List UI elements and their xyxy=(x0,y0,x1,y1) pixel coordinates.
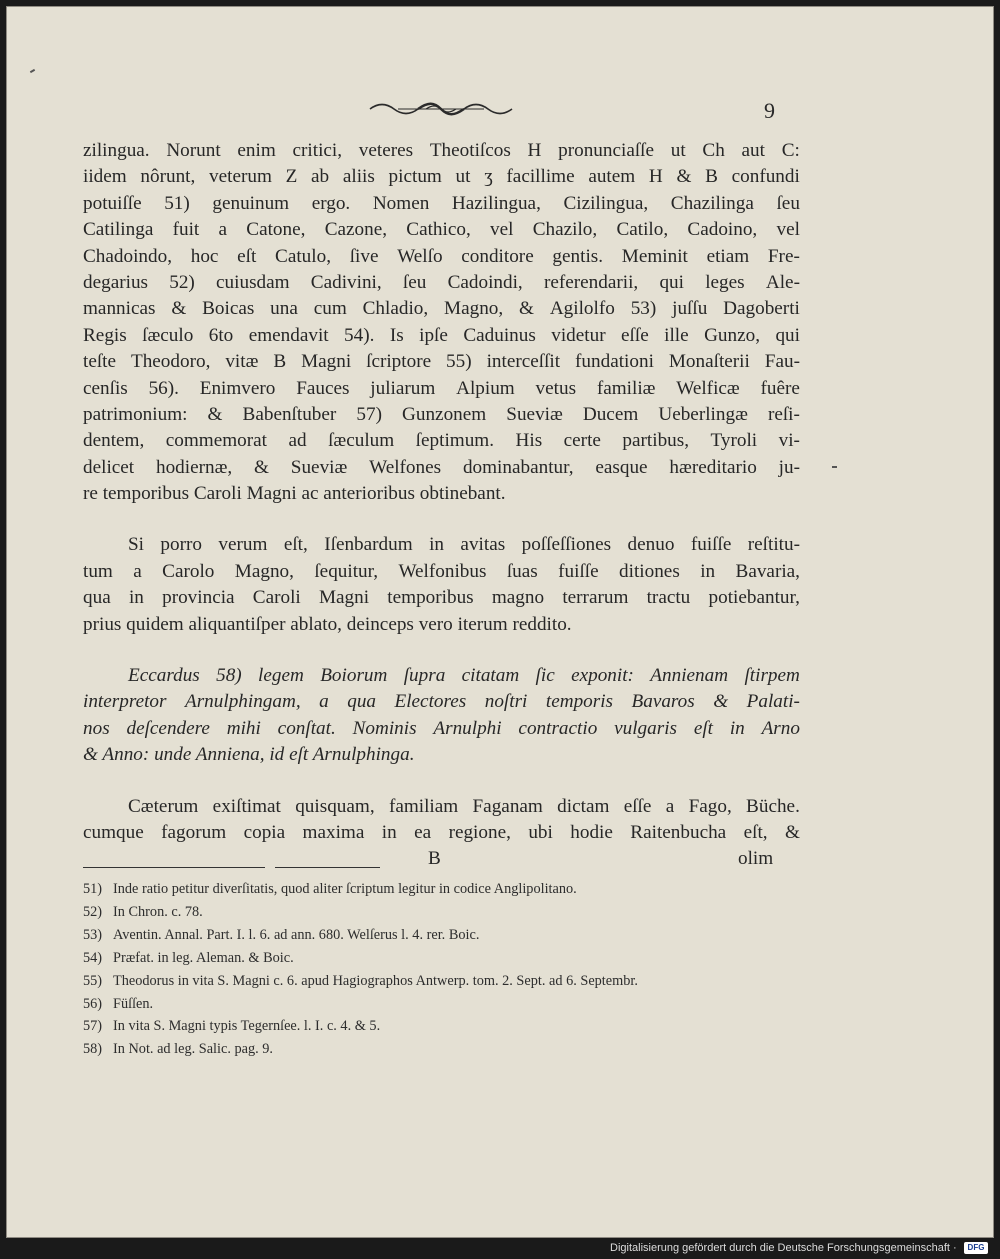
footnote xyxy=(83,1038,800,1061)
paragraph-1 xyxy=(83,138,800,507)
footnote-text: Theodorus in vita S. Magni c. 6. apud Hagiographos Antwerp. tom. 2. Sept. ad 6. Septembr. xyxy=(113,972,638,989)
footnote-text: Aventin. Annal. Part. I. l. 6. ad ann. 680. Welſerus l. 4. rer. Boic. xyxy=(113,926,480,943)
text-line: tum a Carolo Magno, ſequitur, Welfonibus ſuas fuiſſe ditiones in Bavaria, xyxy=(83,560,800,582)
digitization-credit: Digitalisierung gefördert durch die Deutsche Forschungsgemeinschaft · xyxy=(610,1242,957,1254)
footnote-number: 52) xyxy=(83,903,103,920)
text-line: degarius 52) cuiusdam Cadivini, ſeu Cadoindi, referendarii, qui leges Ale- xyxy=(83,271,800,293)
text-line: Regis ſæculo 6to emendavit 54). Is ipſe Caduinus videtur eſſe ille Gunzo, qui xyxy=(83,324,800,346)
footnote-rule xyxy=(83,867,265,868)
text-line: delicet hodiernæ, & Sueviæ Welfones dominabantur, easque hæreditario ju- xyxy=(83,456,800,478)
text-line: interpretor Arnulphingam, a qua Electores noſtri temporis Bavaros & Palati- xyxy=(83,691,800,713)
text-line: potuiſſe 51) genuinum ergo. Nomen Hazilingua, Cizilingua, Chazilinga ſeu xyxy=(83,192,800,214)
page-number: 9 xyxy=(764,98,775,123)
footnote xyxy=(83,901,800,924)
text-line: cenſis 56). Enimvero Fauces juliarum Alpium vetus familiæ Welficæ fuêre xyxy=(83,377,800,399)
footnote xyxy=(83,993,800,1016)
text-line: prius quidem aliquantiſper ablato, deinceps vero iterum reddito. xyxy=(83,613,572,635)
footnote-number: 56) xyxy=(83,995,103,1012)
dfg-logo[interactable]: DFG xyxy=(964,1242,988,1254)
text-line: zilingua. Norunt enim critici, veteres Theotiſcos H pronunciaſſe ut Ch aut C: xyxy=(83,140,800,161)
text-line: Eccardus 58) legem Boiorum ſupra citatam ſic exponit: Annienam ſtirpem xyxy=(128,665,800,687)
footnote-number: 53) xyxy=(83,926,103,943)
text-line: nos deſcendere mihi conſtat. Nominis Arnulphi contractio vulgaris eſt in Arno xyxy=(83,717,800,739)
footnote-text: Füſſen. xyxy=(113,995,154,1012)
signature-mark: B xyxy=(428,848,441,870)
text-line: teſte Theodoro, vitæ B Magni ſcriptore 55) interceſſit fundationi Monaſterii Fau- xyxy=(83,351,800,373)
footnote-number: 55) xyxy=(83,972,103,989)
footnote-number: 58) xyxy=(83,1041,103,1058)
text-line: Si porro verum eſt, Iſenbardum in avitas poſſeſſiones denuo fuiſſe reſtitu- xyxy=(128,534,800,556)
text-line: Chadoindo, hoc eſt Catulo, ſive Welſo conditore gentis. Meminit etiam Fre- xyxy=(83,245,800,267)
footnote-text: Præfat. in leg. Aleman. & Boic. xyxy=(113,949,294,966)
footnote-text: In vita S. Magni typis Tegernſee. l. I. c. 4. & 5. xyxy=(113,1018,381,1035)
footnote-number: 51) xyxy=(83,881,103,897)
text-line: iidem nôrunt, veterum Z ab aliis pictum ut ʒ facillime autem H & B confundi xyxy=(83,166,800,188)
footnote-text: Inde ratio petitur diverſitatis, quod aliter ſcriptum legitur in codice Anglipolitano. xyxy=(113,881,577,897)
text-line: mannicas & Boicas una cum Chladio, Magno, & Agilolfo 53) juſſu Dagoberti xyxy=(83,298,800,320)
footnote-text: In Chron. c. 78. xyxy=(113,903,203,920)
footnote xyxy=(83,1015,800,1038)
paper-speck xyxy=(832,466,837,468)
footnote-text: In Not. ad leg. Salic. pag. 9. xyxy=(113,1041,274,1058)
text-line: qua in provincia Caroli Magni temporibus magno terrarum tractu potiebantur, xyxy=(83,587,800,609)
text-line: & Anno: unde Anniena, id eſt Arnulphinga. xyxy=(83,744,415,766)
footnote xyxy=(83,878,800,901)
footnote-number: 54) xyxy=(83,949,103,966)
text-line: cumque fagorum copia maxima in ea regione, ubi hodie Raitenbucha eſt, & xyxy=(83,821,800,843)
paragraph-4 xyxy=(83,794,800,847)
text-line: patrimonium: & Babenſtuber 57) Gunzonem Sueviæ Ducem Ueberlingæ reſi- xyxy=(83,403,800,425)
header-ornament xyxy=(368,100,514,118)
text-line: dentem, commemorat ad ſæculum ſeptimum. His certe partibus, Tyroli vi- xyxy=(83,430,800,452)
catchword: olim xyxy=(738,848,774,870)
footnote xyxy=(83,970,800,993)
footnote xyxy=(83,924,800,947)
paragraph-3 xyxy=(83,663,800,769)
footnote xyxy=(83,947,800,970)
text-line: Catilinga fuit a Catone, Cazone, Cathico, vel Chazilo, Catilo, Cadoino, vel xyxy=(83,219,800,241)
paragraph-2 xyxy=(83,532,800,638)
footnote-number: 57) xyxy=(83,1018,103,1035)
footnotes xyxy=(83,878,800,1061)
footnote-rule xyxy=(275,867,380,868)
main-text xyxy=(83,138,800,873)
text-line: Cæterum exiſtimat quisquam, familiam Faganam dictam eſſe a Fago, Büche. xyxy=(128,795,800,817)
signature-row xyxy=(83,846,800,872)
text-line: re temporibus Caroli Magni ac anterioribus obtinebant. xyxy=(83,483,506,505)
